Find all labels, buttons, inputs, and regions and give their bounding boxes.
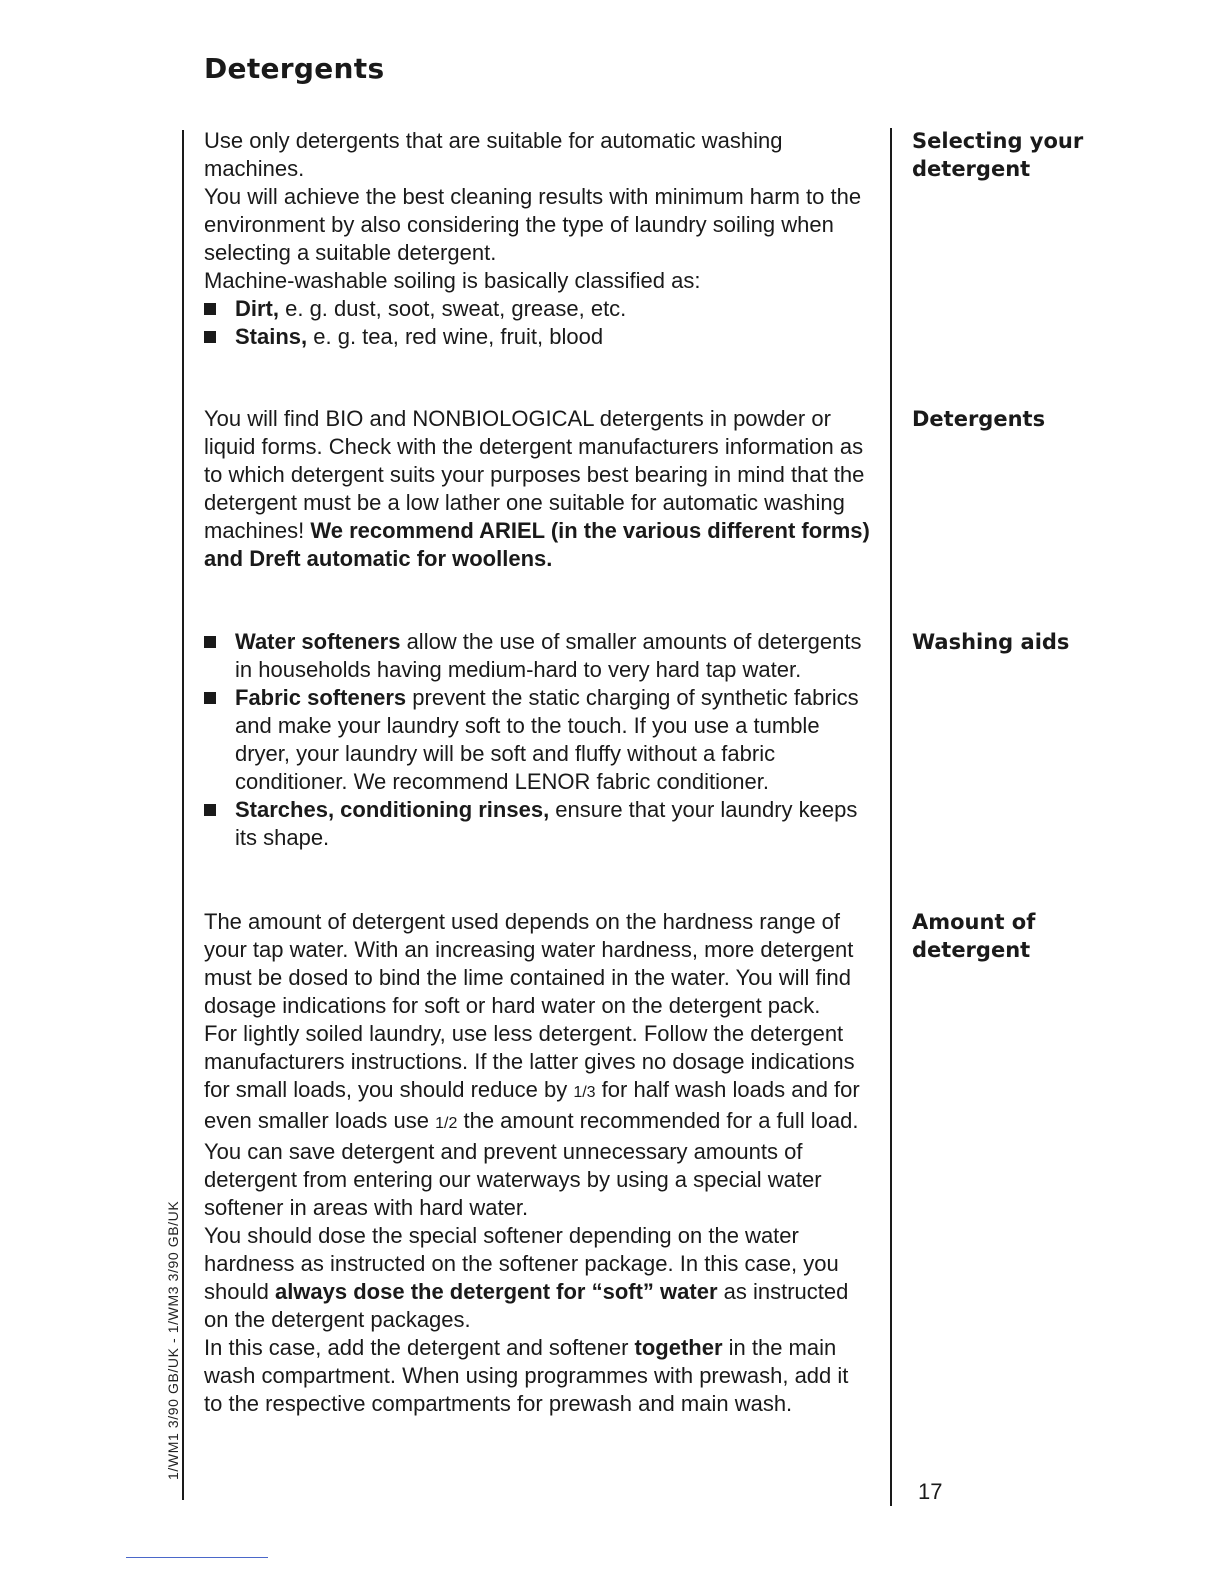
list-item xyxy=(204,684,870,796)
bullet-square-icon xyxy=(204,303,216,315)
list-item xyxy=(204,628,870,684)
list-text: allow the use of smaller amounts of detergents in households having medium-hard to very hard tap water. xyxy=(235,629,862,682)
paragraph: You will achieve the best cleaning results with minimum harm to the environment by also considering the type of laundry soiling when selecting a suitable detergent. xyxy=(204,184,862,265)
text-run: for half wash loads and for even smaller loads use xyxy=(204,1077,860,1133)
text-run: For lightly soiled laundry, use less detergent. Follow the detergent manufacturers instructions. If the latter gives no dosage indications for small loads, you should reduce by xyxy=(204,1021,855,1102)
page-number: 17 xyxy=(918,1479,943,1504)
paragraph xyxy=(204,1020,870,1138)
document-code: 1/WM1 3/90 GB/UK - 1/WM3 3/90 GB/UK xyxy=(165,1200,181,1480)
text-run: as instructed on the detergent packages. xyxy=(204,1279,849,1332)
text-run: You should dose the special softener depending on the water hardness as instructed on the softener package. In this case, you should xyxy=(204,1223,839,1304)
section-washing-aids xyxy=(204,628,870,852)
bullet-square-icon xyxy=(204,636,216,648)
section-amount-detergent xyxy=(204,908,870,1418)
text-run: In this case, add the detergent and softener xyxy=(204,1335,635,1360)
emphasis: always dose the detergent for “soft” water xyxy=(274,1279,718,1304)
list-term: Dirt, xyxy=(235,296,279,321)
list-text: prevent the static charging of synthetic fabrics and make your laundry soft to the touch. If you use a tumble dryer, your laundry will be soft and fluffy without a fabric conditioner. We recommend LENOR fabric conditioner. xyxy=(235,685,859,794)
section-selecting-detergent xyxy=(204,127,870,351)
paragraph xyxy=(204,1222,870,1334)
text-run: in the main wash compartment. When using programmes with prewash, add it to the respective compartments for prewash and main wash. xyxy=(204,1335,849,1416)
washing-aids-list xyxy=(204,628,870,852)
list-item xyxy=(204,323,870,351)
fraction-third: 1/3 xyxy=(573,1084,596,1101)
page-title: Detergents xyxy=(204,52,385,85)
bullet-square-icon xyxy=(204,692,216,704)
recommendation: We recommend ARIEL (in the various different forms) and Dreft automatic for woollens. xyxy=(204,518,870,571)
margin-heading-washing-aids: Washing aids xyxy=(912,630,1070,654)
list-text: ensure that your laundry keeps its shape. xyxy=(235,797,858,850)
paragraph xyxy=(204,1334,870,1418)
list-term: Starches, conditioning rinses, xyxy=(235,797,550,822)
section-detergents xyxy=(204,405,870,573)
emphasis: together xyxy=(634,1335,723,1360)
list-term: Water softeners xyxy=(235,629,401,654)
detergents-text: You will find BIO and NONBIOLOGICAL detergents in powder or liquid forms. Check with the detergent manufacturers information as to which detergent suits your purposes best bearing in mind that the detergent must be a low lather one suitable for automatic washing machines! xyxy=(204,406,865,543)
margin-heading-amount: Amount of detergent xyxy=(912,910,1036,962)
paragraph: Machine-washable soiling is basically classified as: xyxy=(204,268,701,293)
left-rule xyxy=(182,130,184,1500)
soiling-list xyxy=(204,295,870,351)
footer-underline xyxy=(126,1557,268,1558)
margin-heading-selecting: Selecting your detergent xyxy=(912,129,1084,181)
right-rule xyxy=(890,128,892,1506)
paragraph: Use only detergents that are suitable for automatic washing machines. xyxy=(204,128,783,181)
paragraph: You can save detergent and prevent unnecessary amounts of detergent from entering our waterways by using a special water softener in areas with hard water. xyxy=(204,1139,822,1220)
fraction-half: 1/2 xyxy=(435,1115,458,1132)
list-text: e. g. dust, soot, sweat, grease, etc. xyxy=(279,296,627,321)
list-item xyxy=(204,796,870,852)
margin-heading-detergents: Detergents xyxy=(912,407,1046,431)
bullet-square-icon xyxy=(204,331,216,343)
paragraph: The amount of detergent used depends on the hardness range of your tap water. With an increasing water hardness, more detergent must be dosed to bind the lime contained in the water. You will find dosage indications for soft or hard water on the detergent pack. xyxy=(204,909,854,1018)
list-term: Fabric softeners xyxy=(235,685,407,710)
text-run: the amount recommended for a full load. xyxy=(457,1108,859,1133)
list-text: e. g. tea, red wine, fruit, blood xyxy=(307,324,604,349)
bullet-square-icon xyxy=(204,804,216,816)
list-item xyxy=(204,295,870,323)
paragraph xyxy=(204,405,870,573)
list-term: Stains, xyxy=(235,324,308,349)
